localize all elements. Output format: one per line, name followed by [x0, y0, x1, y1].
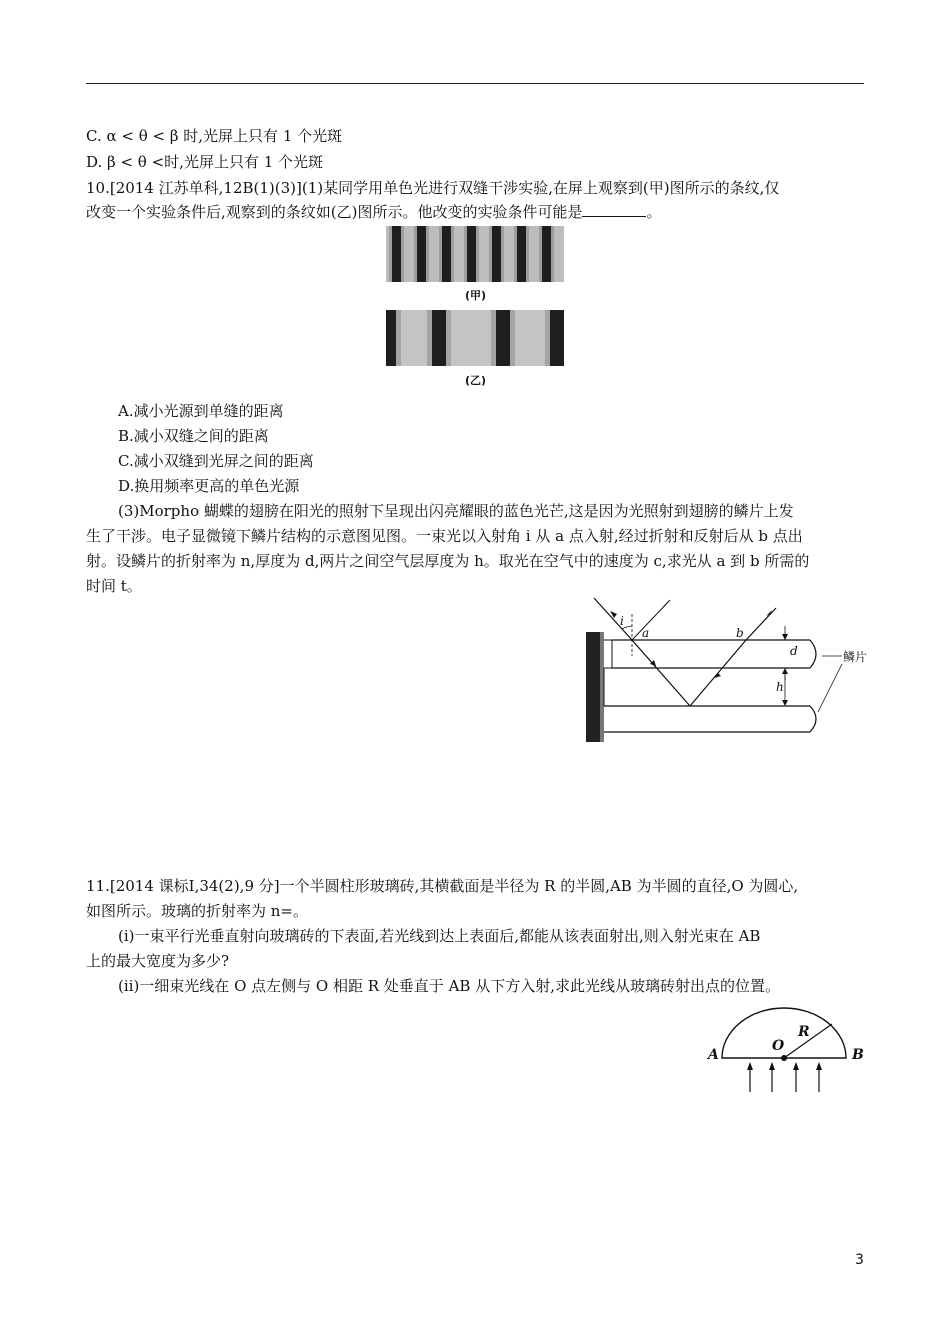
q10-option-d: D.换用频率更高的单色光源 — [118, 477, 300, 495]
angle-label-i: i — [620, 614, 624, 628]
header-rule — [86, 83, 864, 84]
q10-part3-line4: 时间 t。 — [86, 577, 142, 595]
q10-part3-line3: 射。设鳞片的折射率为 n,厚度为 d,两片之间空气层厚度为 h。取光在空气中的速度为 c,求光从 a 到 b 所需的 — [86, 552, 810, 570]
label-B: B — [852, 1047, 864, 1063]
q11-part-i-line1: (ⅰ)一束平行光垂直射向玻璃砖的下表面,若光线到达上表面后,都能从该表面射出,则入射光束在 AB — [118, 927, 761, 945]
q10-part3-line1: (3)Morpho 蝴蝶的翅膀在阳光的照射下呈现出闪亮耀眼的蓝色光芒,这是因为光照射到翅膀的鳞片上发 — [118, 502, 794, 520]
q11-part-i-line2: 上的最大宽度为多少? — [86, 952, 230, 970]
q10-part3-line2: 生了干涉。电子显微镜下鳞片结构的示意图见图。一束光以入射角 i 从 a 点入射,经过折射和反射后从 b 点出 — [86, 527, 803, 545]
label-A: A — [708, 1047, 719, 1063]
fringe-pattern-b — [386, 310, 564, 366]
semicircle-glass-diagram — [708, 1004, 868, 1096]
fringe-caption-a: (甲) — [465, 289, 487, 302]
q10-stem-line2 — [86, 202, 662, 222]
q9-option-d: D. β < θ <时,光屏上只有 1 个光斑 — [86, 153, 324, 171]
answer-blank — [582, 202, 646, 217]
q10-stem-line1: 10.[2014 江苏单科,12B(1)(3)](1)某同学用单色光进行双缝干涉实验,在屏上观察到(甲)图所示的条纹,仅 — [86, 179, 780, 197]
scale-structure-diagram — [580, 594, 870, 746]
q10-stem-line2-end: 。 — [646, 203, 662, 221]
q10-option-b: B.减小双缝之间的距离 — [118, 427, 269, 445]
q11-part-ii: (ⅱ)一细束光线在 O 点左侧与 O 相距 R 处垂直于 AB 从下方入射,求此光线从玻璃砖射出点的位置。 — [118, 977, 780, 995]
label-R: R — [798, 1024, 810, 1040]
label-O: O — [772, 1038, 785, 1054]
point-label-a: a — [642, 626, 650, 640]
page-number: 3 — [855, 1252, 864, 1268]
point-label-b: b — [736, 626, 744, 640]
q11-stem-line1: 11.[2014 课标Ⅰ,34(2),9 分]一个半圆柱形玻璃砖,其横截面是半径为 R 的半圆,AB 为半圆的直径,O 为圆心, — [86, 877, 799, 895]
fringe-caption-b: (乙) — [465, 374, 487, 387]
fringe-pattern-a — [386, 226, 564, 282]
scale-label: 鳞片 — [843, 650, 868, 664]
thickness-label-d: d — [790, 644, 798, 658]
gap-label-h: h — [776, 680, 784, 694]
q9-option-c: C. α < θ < β 时,光屏上只有 1 个光斑 — [86, 127, 343, 145]
q11-stem-line2: 如图所示。玻璃的折射率为 n=。 — [86, 902, 308, 920]
q10-option-a: A.减小光源到单缝的距离 — [118, 402, 284, 420]
q10-option-c: C.减小双缝到光屏之间的距离 — [118, 452, 314, 470]
q10-stem-line2-text: 改变一个实验条件后,观察到的条纹如(乙)图所示。他改变的实验条件可能是 — [86, 203, 583, 221]
